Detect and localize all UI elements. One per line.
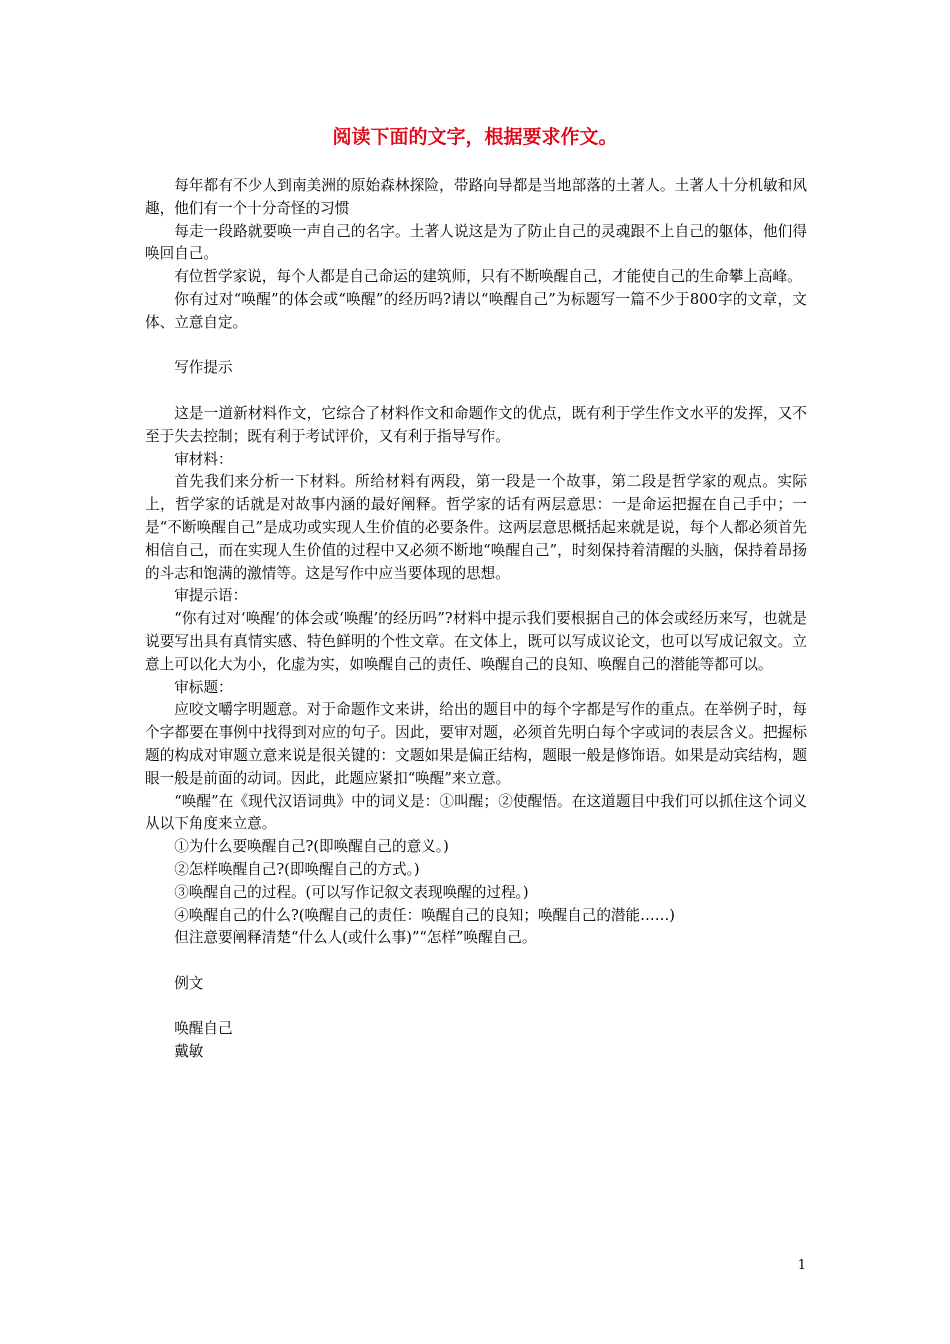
angle-item-3: ③唤醒自己的过程。(可以写作记叙文表现唤醒的过程。): [174, 883, 529, 901]
example-essay-author: 戴敏: [174, 1043, 204, 1061]
paragraph-title-analysis: 应咬文嚼字明题意。对于命题作文来讲，给出的题目中的每个字都是写作的重点。在举例子时，每个字都要在事例中找得到对应的句子。因此，要审对题，必须首先明白每个字或词的表层含义。把握标题的构成对审题立意来说是很关键的：文题如果是偏正结构，题眼一般是修饰语。如果是动宾结构，题眼一般是前面的动词。因此，此题应紧扣“唤醒”来立意。: [145, 701, 807, 787]
paragraph-note: 但注意要阐释清楚“什么人(或什么事)”“怎样”唤醒自己。: [174, 929, 537, 947]
angle-item-2: ②怎样唤醒自己?(即唤醒自己的方式。): [174, 860, 420, 878]
angle-item-1: ①为什么要唤醒自己?(即唤醒自己的意义。): [174, 838, 449, 856]
paragraph-prompt: 你有过对“唤醒”的体会或“唤醒”的经历吗?请以“唤醒自己”为标题写一篇不少于800字的文章，文体、立意自定。: [145, 290, 807, 331]
section-heading-example: 例文: [174, 974, 204, 992]
blank-line: [145, 335, 807, 358]
paragraph-word-meaning: “唤醒”在《现代汉语词典》中的词义是：①叫醒；②使醒悟。在这道题目中我们可以抓住这个词义从以下角度来立意。: [145, 792, 807, 833]
paragraph-overview: 这是一道新材料作文，它综合了材料作文和命题作文的优点，既有利于学生作文水平的发挥，又不至于失去控制；既有利于考试评价，又有利于指导写作。: [145, 404, 807, 445]
paragraph-philosopher: 有位哲学家说，每个人都是自己命运的建筑师，只有不断唤醒自己，才能使自己的生命攀上高峰。: [174, 268, 802, 286]
paragraph-story-2: 每走一段路就要唤一声自己的名字。土著人说这是为了防止自己的灵魂跟不上自己的躯体，他们得唤回自己。: [145, 222, 807, 263]
blank-line: [145, 950, 807, 973]
angle-item-4: ④唤醒自己的什么?(唤醒自己的责任：唤醒自己的良知；唤醒自己的潜能……): [174, 906, 675, 924]
example-essay-title: 唤醒自己: [174, 1020, 233, 1038]
blank-line: [145, 996, 807, 1019]
paragraph-material-analysis: 首先我们来分析一下材料。所给材料有两段，第一段是一个故事，第二段是哲学家的观点。实际上，哲学家的话就是对故事内涵的最好阐释。哲学家的话有两层意思：一是命运把握在自己手中；一是“不断唤醒自己”是成功或实现人生价值的必要条件。这两层意思概括起来就是说，每个人都必须首先相信自己，而在实现人生价值的过程中又必须不断地“唤醒自己”，时刻保持着清醒的头脑，保持着昂扬的斗志和饱满的激情等。这是写作中应当要体现的思想。: [145, 473, 807, 582]
blank-line: [145, 380, 807, 403]
subheading-review-title: 审标题：: [174, 678, 233, 696]
subheading-review-prompt: 审提示语：: [174, 587, 248, 605]
paragraph-prompt-analysis: “你有过对‘唤醒’的体会或‘唤醒’的经历吗”?材料中提示我们要根据自己的体会或经历来写，也就是说要写出具有真情实感、特色鲜明的个性文章。在文体上，既可以写成议论文，也可以写成记叙文。立意上可以化大为小，化虚为实，如唤醒自己的责任、唤醒自己的良知、唤醒自己的潜能等都可以。: [145, 610, 807, 673]
document-title: 阅读下面的文字，根据要求作文。: [332, 126, 618, 148]
section-heading-writing-tips: 写作提示: [174, 359, 233, 377]
subheading-review-material: 审材料：: [174, 450, 233, 468]
paragraph-story-1: 每年都有不少人到南美洲的原始森林探险，带路向导都是当地部落的土著人。土著人十分机敏和风趣，他们有一个十分奇怪的习惯: [145, 177, 807, 217]
page-number: 1: [797, 1258, 806, 1273]
document-body: [145, 175, 807, 1064]
